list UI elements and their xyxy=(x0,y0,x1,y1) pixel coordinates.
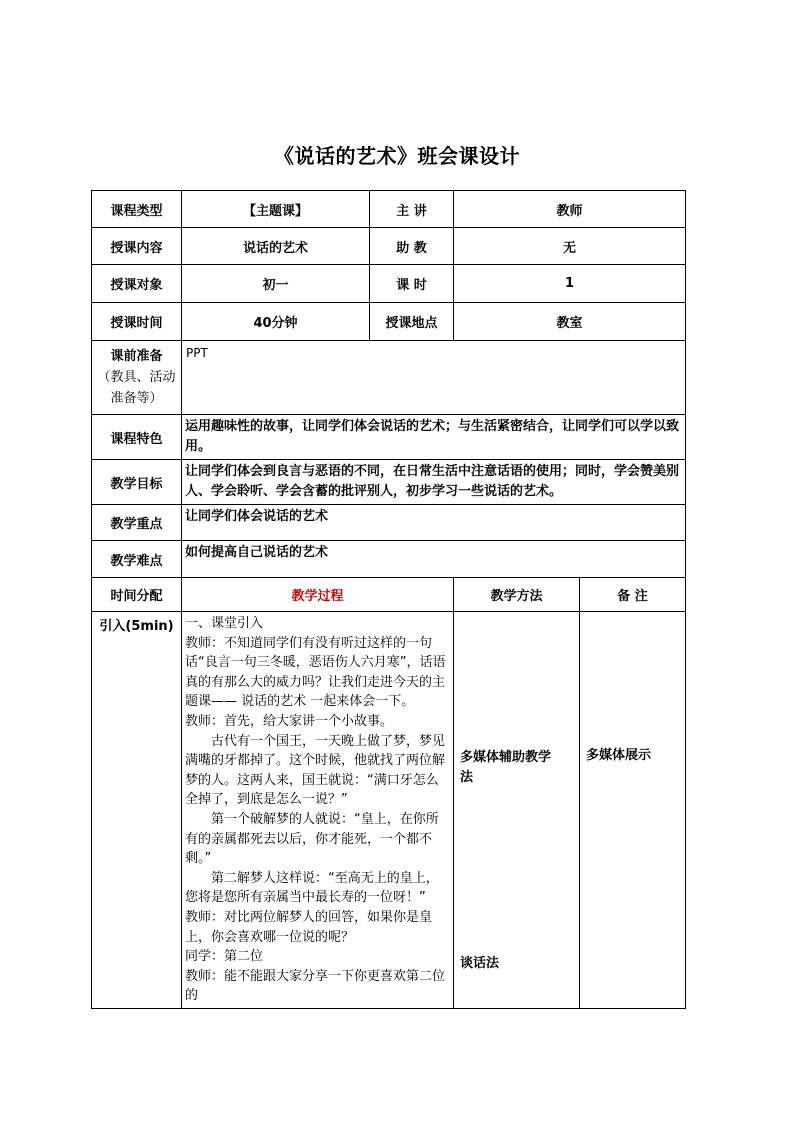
method-multimedia: 多媒体辅助教学法 xyxy=(460,750,552,785)
process-line: 同学：第二位 xyxy=(185,949,264,965)
value-duration: 40分钟 xyxy=(182,303,370,341)
process-line: 第二解梦人这样说：“至高无上的皇上，您将是您所有亲属当中最长寿的一位呀！” xyxy=(185,870,439,906)
label-periods: 课 时 xyxy=(370,265,454,303)
table-row xyxy=(92,191,686,228)
table-row xyxy=(92,460,686,505)
label-preparation xyxy=(92,341,182,415)
page-title: 《说话的艺术》班会课设计 xyxy=(274,144,520,168)
process-line: 教师：不知道同学们有没有听过这样的一句话“良言一句三冬暖，恶语伤人六月寒”，话语真的有那么大的威力吗？让我们走进今天的主题课—— 说话的艺术 一起来体会一下。 xyxy=(185,635,446,710)
process-line: 古代有一个国王，一天晚上做了梦，梦见满嘴的牙都掉了。这个时候，他就找了两位解梦的人。这两人来，国王就说：“满口牙怎么全掉了，到底是怎么一说？” xyxy=(185,733,446,808)
method-conversation: 谈话法 xyxy=(460,956,500,971)
header-note: 备 注 xyxy=(580,578,686,612)
value-difficulty: 如何提高自己说话的艺术 xyxy=(182,541,686,578)
label-goals: 教学目标 xyxy=(92,460,182,505)
header-process: 教学过程 xyxy=(182,578,454,612)
label-course-type: 课程类型 xyxy=(92,191,182,228)
table-row xyxy=(92,265,686,303)
table-row xyxy=(92,505,686,541)
value-audience: 初一 xyxy=(182,265,370,303)
header-time: 时间分配 xyxy=(92,578,182,612)
value-assistant: 无 xyxy=(454,228,686,265)
label-difficulty: 教学难点 xyxy=(92,541,182,578)
table-row xyxy=(92,341,686,415)
label-assistant: 助 教 xyxy=(370,228,454,265)
value-key-point: 让同学们体会说话的艺术 xyxy=(182,505,686,541)
label-audience: 授课对象 xyxy=(92,265,182,303)
process-line: 教师：对比两位解梦人的回答，如果你是皇上，你会喜欢哪一位说的呢？ xyxy=(185,909,433,945)
process-content xyxy=(182,612,454,1009)
value-course-type: 【主题课】 xyxy=(182,191,370,228)
label-location: 授课地点 xyxy=(370,303,454,341)
process-time: 引入(5min) xyxy=(92,612,182,1009)
process-methods xyxy=(454,612,580,1009)
table-row xyxy=(92,415,686,460)
label-content: 授课内容 xyxy=(92,228,182,265)
table-row xyxy=(92,612,686,1009)
value-periods: 1 xyxy=(454,265,686,303)
lesson-plan-table xyxy=(91,190,686,1009)
label-lecturer: 主 讲 xyxy=(370,191,454,228)
label-features: 课程特色 xyxy=(92,415,182,460)
header-method: 教学方法 xyxy=(454,578,580,612)
value-features: 运用趣味性的故事，让同学们体会说话的艺术；与生活紧密结合，让同学们可以学以致用。 xyxy=(182,415,686,460)
value-lecturer: 教师 xyxy=(454,191,686,228)
process-line: 第一个破解梦的人就说：“皇上，在你所有的亲属都死去以后，你才能死，一个都不剩。” xyxy=(185,811,439,867)
value-preparation: PPT xyxy=(182,341,686,415)
table-row xyxy=(92,228,686,265)
table-row xyxy=(92,303,686,341)
note-multimedia-display: 多媒体展示 xyxy=(586,748,652,763)
process-line: 教师：首先，给大家讲一个小故事。 xyxy=(185,713,394,729)
process-line: 教师：能不能跟大家分享一下你更喜欢第二位的 xyxy=(185,968,446,1004)
table-row xyxy=(92,578,686,612)
label-duration: 授课时间 xyxy=(92,303,182,341)
value-content: 说话的艺术 xyxy=(182,228,370,265)
label-preparation-title: 课前准备 xyxy=(110,349,163,364)
value-location: 教室 xyxy=(454,303,686,341)
process-notes xyxy=(580,612,686,1009)
label-preparation-sub: （教具、活动准备等） xyxy=(97,370,176,406)
process-line: 一、课堂引入 xyxy=(185,616,264,631)
table-row xyxy=(92,541,686,578)
label-key-point: 教学重点 xyxy=(92,505,182,541)
value-goals: 让同学们体会到良言与恶语的不同，在日常生活中注意话语的使用；同时，学会赞美别人、学会聆听、学会含蓄的批评别人，初步学习一些说话的艺术。 xyxy=(182,460,686,505)
